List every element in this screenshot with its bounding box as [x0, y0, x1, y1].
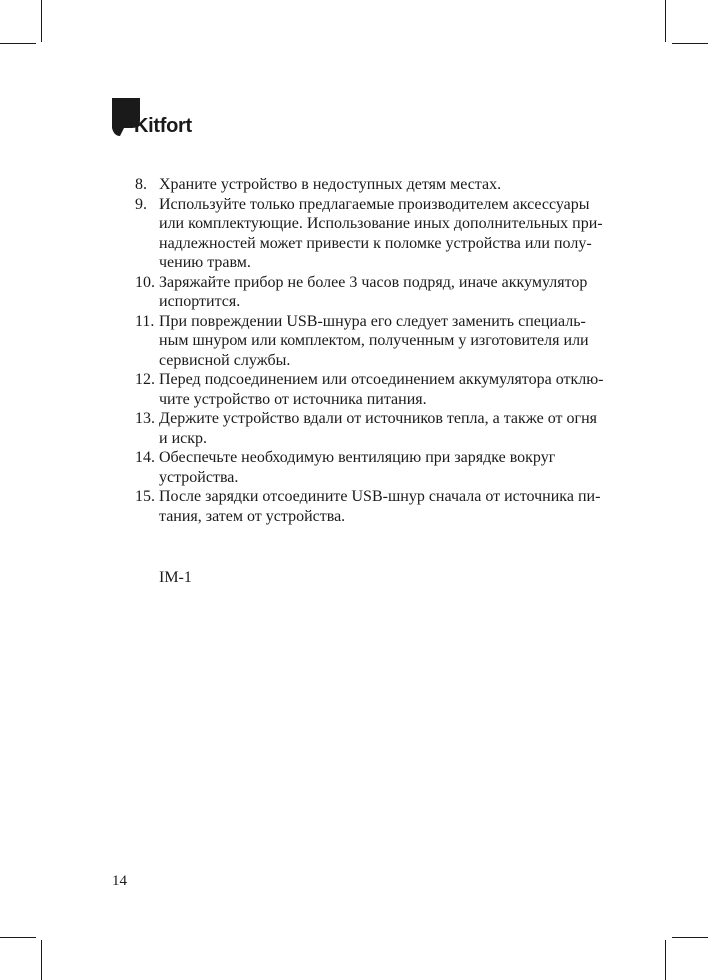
item-number: 12. — [135, 371, 155, 388]
item-number: 11. — [135, 312, 155, 330]
item-text: Перед подсоединением или отсоединением аккумулятора отклю- чите устройство от источника питания. — [159, 371, 604, 408]
list-item — [135, 273, 610, 312]
crop-mark-bottom-right-vertical — [665, 940, 666, 980]
crop-mark-top-left-vertical — [41, 0, 42, 42]
item-number: 10. — [135, 273, 155, 291]
document-code: IM-1 — [159, 569, 192, 586]
list-item — [135, 487, 610, 526]
item-text: Используйте только предлагаемые производителем аксессуары или комплектующие. Использование иных дополнительных при- надлежностей может привести к поломке устройства или полу- чению травм. — [159, 195, 603, 271]
instructions-list — [135, 175, 610, 526]
item-text: Заряжайте прибор не более 3 часов подряд, иначе аккумулятор испортится. — [159, 273, 588, 310]
item-number: 13. — [135, 410, 155, 427]
item-text: Обеспечьте необходимую вентиляцию при зарядке вокруг устройства. — [159, 449, 556, 486]
item-number: 15. — [135, 488, 155, 505]
item-text: Держите устройство вдали от источников тепла, а также от огня и искр. — [159, 410, 598, 447]
list-item — [135, 409, 610, 448]
item-text: Храните устройство в недоступных детям местах. — [159, 176, 502, 193]
list-item — [135, 195, 610, 273]
item-text: После зарядки отсоедините USB-шнур сначала от источника пи- тания, затем от устройства. — [159, 488, 601, 525]
item-number: 14. — [135, 449, 155, 466]
list-item — [135, 448, 610, 487]
list-item — [135, 370, 610, 409]
item-text: При повреждении USB-шнура его следует заменить специаль- ным шнуром или комплектом, полученным у изготовителя или сервисной службы. — [159, 312, 589, 369]
crop-mark-bottom-right-horizontal — [672, 937, 708, 938]
list-item — [135, 175, 610, 195]
crop-mark-top-right-horizontal — [672, 43, 708, 44]
crop-mark-bottom-left-vertical — [41, 940, 42, 980]
item-number: 8. — [135, 176, 147, 193]
item-number: 9. — [135, 195, 147, 213]
logo-wordmark: Kitfort — [134, 115, 192, 137]
crop-mark-top-left-horizontal — [0, 43, 36, 44]
crop-mark-top-right-vertical — [665, 0, 666, 42]
crop-mark-bottom-left-horizontal — [0, 937, 36, 938]
kitfort-logo — [112, 98, 202, 142]
list-item — [135, 312, 610, 371]
page-number: 14 — [112, 873, 127, 889]
